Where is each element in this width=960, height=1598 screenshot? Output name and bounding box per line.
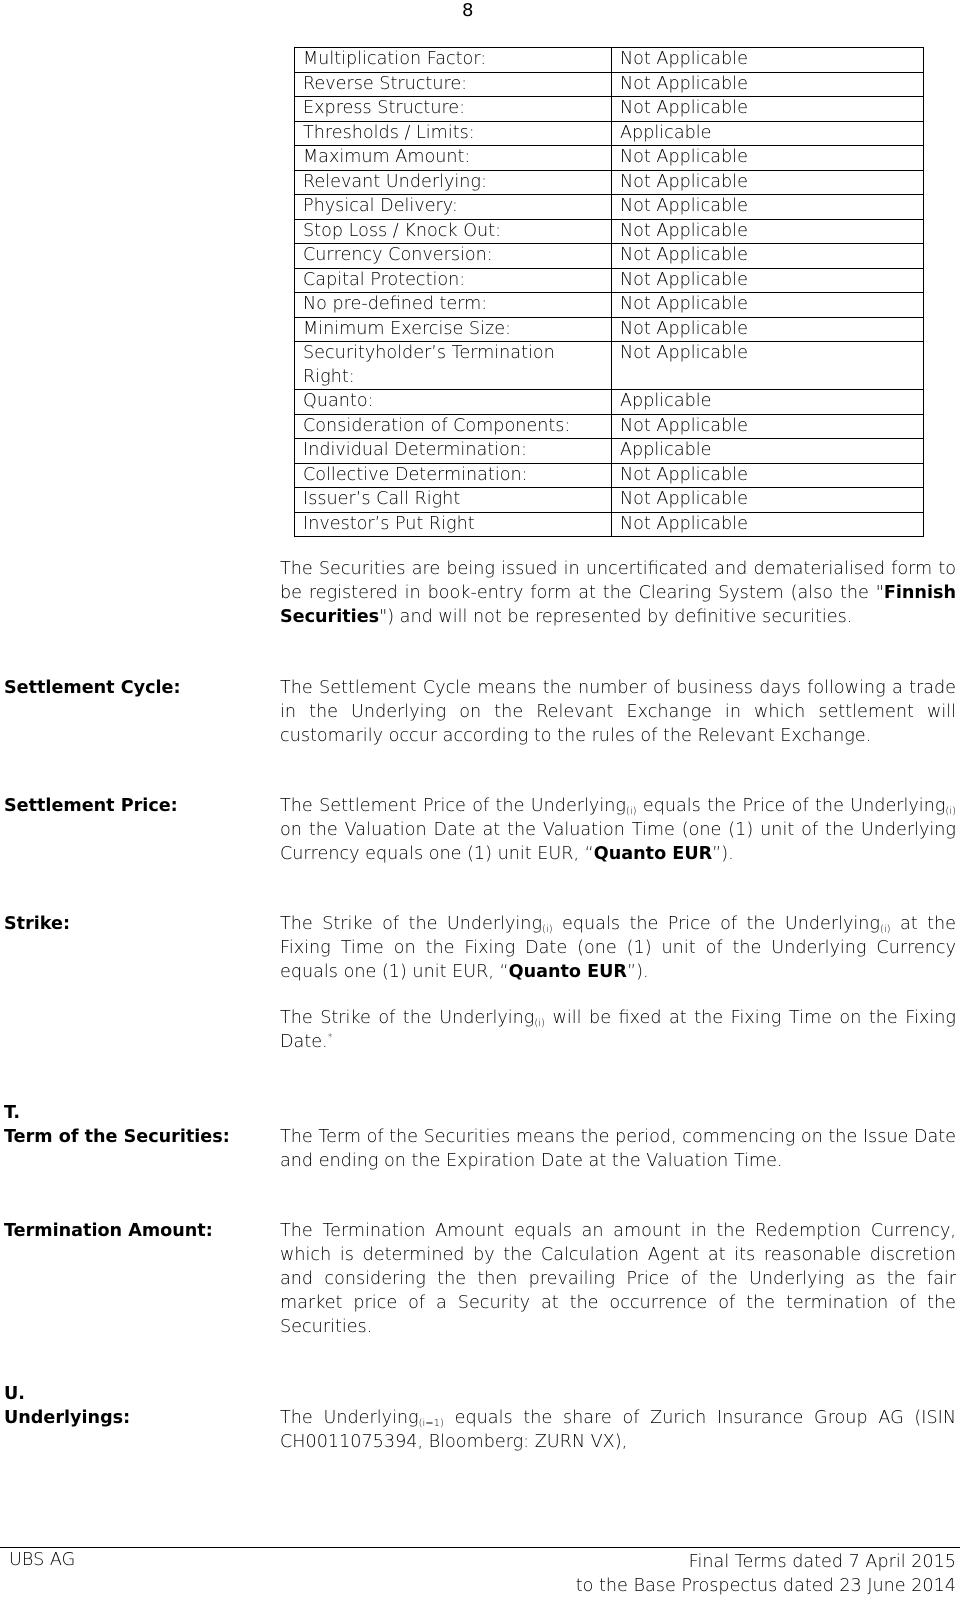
term-text: The Term of the Securities means the period, commencing on the Issue Date and ending on the Expiration Date at the Valuation Time. <box>280 1127 956 1171</box>
table-row <box>295 244 924 269</box>
table-row <box>295 414 924 439</box>
table-row <box>295 195 924 220</box>
feature-value: Not Applicable <box>612 48 924 73</box>
section-u-heading: U. <box>4 1384 25 1404</box>
footer-issuer: UBS AG <box>9 1550 76 1570</box>
termination-amount-text: The Termination Amount equals an amount in the Redemption Currency, which is determined by the Calculation Agent at its reasonable discretion and considering the then prevailing Price of the Underlying as the fair market price of a Security at the occurrence of the termination of the Securities. <box>280 1221 956 1337</box>
settlement-cycle-text: The Settlement Cycle means the number of business days following a trade in the Underlying on the Relevant Exchange in which settlement will customarily occur according to the rules of the Relevant Exchange. <box>280 678 956 746</box>
table-row <box>295 121 924 146</box>
feature-term: Physical Delivery: <box>295 195 612 220</box>
table-row <box>295 268 924 293</box>
feature-value: Not Applicable <box>612 317 924 342</box>
underlyings-text: The Underlying$_{(i=1)}$ equals the share of Zurich Insurance Group AG (ISIN CH0011075394, Bloomberg: ZURN VX), <box>280 1408 957 1452</box>
feature-term: Multiplication Factor: <box>295 48 612 73</box>
settlement-price-text: The Settlement Price of the Underlying$_{(i)}$ equals the Price of the Underlying$_{(i)}$ on the Valuation Date at the Valuation Time (one (1) unit of the Underlying Currency equals one (1) unit EUR, “Quanto EUR”). <box>280 796 956 864</box>
table-row <box>295 463 924 488</box>
feature-term: Collective Determination: <box>295 463 612 488</box>
feature-term: Securityholder’s Termination Right: <box>295 342 612 390</box>
footer-divider <box>0 1547 960 1548</box>
feature-value: Not Applicable <box>612 170 924 195</box>
table-row <box>295 512 924 537</box>
feature-term: Investor’s Put Right <box>295 512 612 537</box>
termination-amount-label: Termination Amount: <box>4 1221 213 1241</box>
table-row <box>295 439 924 464</box>
table-row <box>295 170 924 195</box>
feature-term: Consideration of Components: <box>295 414 612 439</box>
feature-value: Not Applicable <box>612 512 924 537</box>
feature-term: Issuer’s Call Right <box>295 488 612 513</box>
feature-term: Currency Conversion: <box>295 244 612 269</box>
feature-term: Minimum Exercise Size: <box>295 317 612 342</box>
feature-value: Not Applicable <box>612 146 924 171</box>
section-t-heading: T. <box>4 1103 21 1123</box>
table-row <box>295 293 924 318</box>
feature-value: Not Applicable <box>612 268 924 293</box>
feature-value: Not Applicable <box>612 219 924 244</box>
settlement-cycle-label: Settlement Cycle: <box>4 678 181 698</box>
feature-term: Quanto: <box>295 390 612 415</box>
feature-value: Applicable <box>612 121 924 146</box>
table-row <box>295 97 924 122</box>
feature-value: Not Applicable <box>612 97 924 122</box>
table-row <box>295 317 924 342</box>
product-features-table <box>294 47 924 537</box>
feature-value: Not Applicable <box>612 463 924 488</box>
table-row <box>295 72 924 97</box>
term-label: Term of the Securities: <box>4 1127 230 1147</box>
feature-value: Applicable <box>612 390 924 415</box>
feature-term: Reverse Structure: <box>295 72 612 97</box>
feature-value: Not Applicable <box>612 342 924 390</box>
settlement-price-label: Settlement Price: <box>4 796 178 816</box>
feature-value: Not Applicable <box>612 72 924 97</box>
feature-term: Stop Loss / Knock Out: <box>295 219 612 244</box>
feature-term: Maximum Amount: <box>295 146 612 171</box>
table-row <box>295 390 924 415</box>
table-row <box>295 219 924 244</box>
feature-value: Not Applicable <box>612 488 924 513</box>
feature-term: Thresholds / Limits: <box>295 121 612 146</box>
feature-term: Relevant Underlying: <box>295 170 612 195</box>
footer-base-prospectus-date: to the Base Prospectus dated 23 June 2014 <box>575 1576 956 1596</box>
strike-text: The Strike of the Underlying$_{(i)}$ equals the Price of the Underlying$_{(i)}$ at the Fixing Time on the Fixing Date (one (1) unit of the Underlying Currency equals one (1) unit EUR, “Quanto EUR”). <box>280 914 956 982</box>
underlyings-label: Underlyings: <box>4 1408 131 1428</box>
page-number: 8 <box>462 0 474 21</box>
table-row <box>295 342 924 390</box>
feature-term: Individual Determination: <box>295 439 612 464</box>
footer-final-terms-date: Final Terms dated 7 April 2015 <box>688 1552 956 1572</box>
feature-value: Not Applicable <box>612 244 924 269</box>
feature-term: Express Structure: <box>295 97 612 122</box>
strike-fixing-text: The Strike of the Underlying$_{(i)}$ will be fixed at the Fixing Time on the Fixing Date.* <box>280 1008 956 1052</box>
feature-value: Applicable <box>612 439 924 464</box>
feature-value: Not Applicable <box>612 195 924 220</box>
feature-value: Not Applicable <box>612 414 924 439</box>
table-row <box>295 48 924 73</box>
footer-document-info <box>576 1550 956 1598</box>
strike-label: Strike: <box>4 914 70 934</box>
table-row <box>295 146 924 171</box>
securities-form-paragraph: The Securities are being issued in uncertificated and dematerialised form to be registered in book-entry form at the Clearing System (also the "Finnish Securities") and will not be represented by definitive securities. <box>280 559 956 627</box>
table-row <box>295 488 924 513</box>
feature-term: Capital Protection: <box>295 268 612 293</box>
feature-term: No pre-defined term: <box>295 293 612 318</box>
feature-value: Not Applicable <box>612 293 924 318</box>
